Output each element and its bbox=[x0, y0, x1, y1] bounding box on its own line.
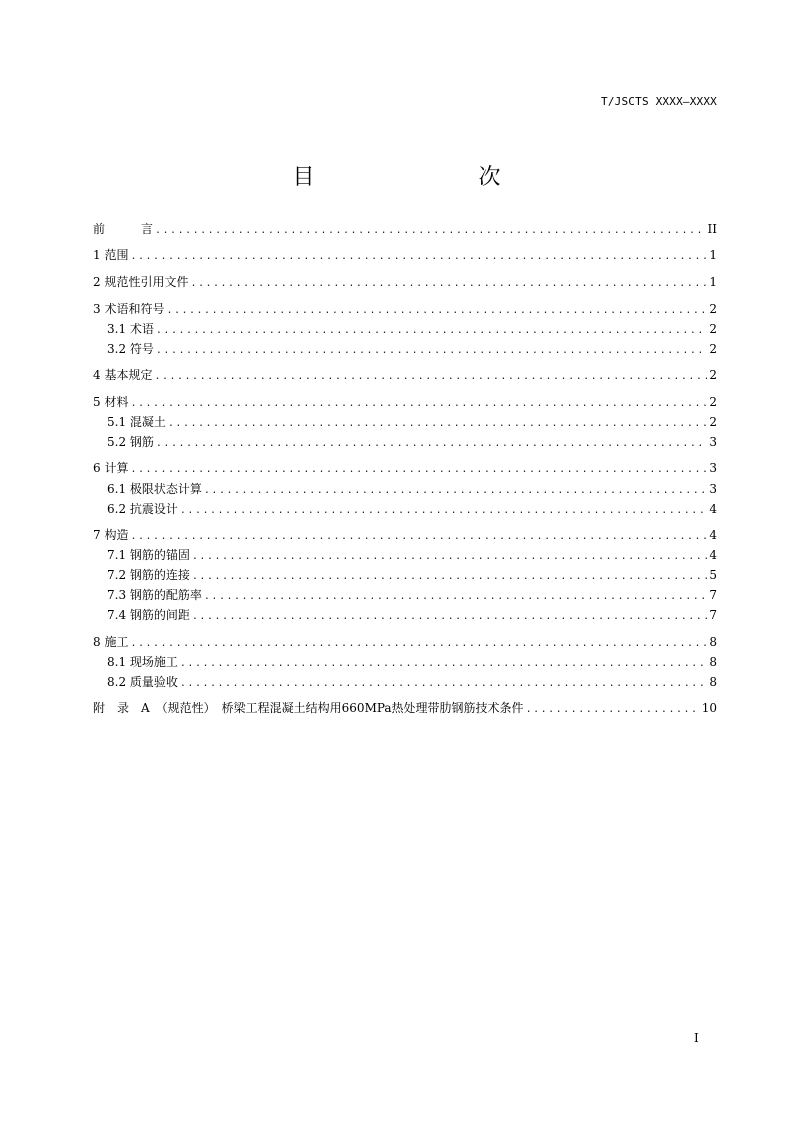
toc-entry-label: 附 录 A （规范性） 桥梁工程混凝土结构用660MPa热处理带肋钢筋技术条件 bbox=[93, 701, 524, 715]
toc-entry-label: 2 规范性引用文件 bbox=[93, 275, 189, 289]
toc-entry-page: 8 bbox=[709, 635, 717, 649]
toc-entry-page: 4 bbox=[709, 528, 717, 542]
dot-leader bbox=[204, 588, 707, 606]
dot-leader bbox=[130, 395, 707, 413]
toc-entry-label: 7.1 钢筋的锚固 bbox=[107, 548, 190, 562]
toc-entry-page: 1 bbox=[709, 275, 717, 289]
toc-entry-label: 3.1 术语 bbox=[107, 322, 154, 336]
dot-leader bbox=[130, 461, 707, 479]
dot-leader bbox=[192, 608, 707, 626]
dot-leader bbox=[180, 502, 707, 520]
dot-leader bbox=[190, 275, 707, 293]
toc-entry-page: 2 bbox=[709, 395, 717, 409]
toc-entry-page: II bbox=[707, 222, 717, 236]
toc-entry-page: 4 bbox=[709, 502, 717, 516]
toc-entry-label: 前 言 bbox=[93, 222, 154, 236]
toc-entry-page: 5 bbox=[709, 568, 717, 582]
dot-leader bbox=[166, 302, 707, 320]
toc-entry-label: 8.2 质量验收 bbox=[107, 675, 178, 689]
document-code: T/JSCTS XXXX—XXXX bbox=[601, 95, 717, 108]
toc-entry-page: 2 bbox=[709, 368, 717, 382]
toc-entry-7-2[interactable] bbox=[107, 566, 717, 584]
toc-entry-8[interactable] bbox=[93, 633, 717, 651]
toc-entry-page: 8 bbox=[709, 675, 717, 689]
toc-entry-2[interactable] bbox=[93, 273, 717, 291]
dot-leader bbox=[130, 635, 707, 653]
toc-entry-7-4[interactable] bbox=[107, 606, 717, 624]
toc-entry-6[interactable] bbox=[93, 459, 717, 477]
dot-leader bbox=[204, 482, 707, 500]
toc-entry-3[interactable] bbox=[93, 300, 717, 318]
toc-entry-label: 5.1 混凝土 bbox=[107, 415, 166, 429]
toc-entry-7[interactable] bbox=[93, 526, 717, 544]
toc-entry-label: 5.2 钢筋 bbox=[107, 435, 154, 449]
dot-leader bbox=[168, 415, 707, 433]
dot-leader bbox=[192, 548, 707, 566]
toc-entry-page: 3 bbox=[709, 482, 717, 496]
toc-entry-6-2[interactable] bbox=[107, 500, 717, 518]
dot-leader bbox=[180, 655, 707, 673]
toc-entry-page: 10 bbox=[701, 701, 717, 715]
dot-leader bbox=[155, 222, 706, 240]
toc-entry-1[interactable] bbox=[93, 246, 717, 264]
toc-entry-3-2[interactable] bbox=[107, 340, 717, 358]
toc-entry-page: 3 bbox=[709, 461, 717, 475]
table-of-contents bbox=[93, 0, 717, 1122]
dot-leader bbox=[526, 701, 700, 719]
toc-entry-label: 7 构造 bbox=[93, 528, 129, 542]
toc-entry-label: 5 材料 bbox=[93, 395, 129, 409]
dot-leader bbox=[156, 322, 707, 340]
toc-entry-label: 7.2 钢筋的连接 bbox=[107, 568, 190, 582]
toc-entry-page: 7 bbox=[709, 608, 717, 622]
dot-leader bbox=[130, 528, 707, 546]
toc-entry-page: 2 bbox=[709, 322, 717, 336]
toc-entry-foreword[interactable] bbox=[93, 220, 717, 238]
dot-leader bbox=[156, 342, 707, 360]
toc-entry-label: 6.2 抗震设计 bbox=[107, 502, 178, 516]
dot-leader bbox=[192, 568, 707, 586]
toc-entry-page: 2 bbox=[709, 415, 717, 429]
toc-entry-7-3[interactable] bbox=[107, 586, 717, 604]
dot-leader bbox=[180, 675, 707, 693]
toc-entry-label: 8.1 现场施工 bbox=[107, 655, 178, 669]
toc-entry-label: 8 施工 bbox=[93, 635, 129, 649]
toc-entry-label: 6.1 极限状态计算 bbox=[107, 482, 202, 496]
toc-entry-page: 8 bbox=[709, 655, 717, 669]
page-number: I bbox=[694, 1031, 699, 1045]
toc-entry-appendix-a[interactable] bbox=[93, 699, 717, 717]
toc-entry-label: 7.4 钢筋的间距 bbox=[107, 608, 190, 622]
toc-entry-5-1[interactable] bbox=[107, 413, 717, 431]
toc-entry-label: 3 术语和符号 bbox=[93, 302, 165, 316]
dot-leader bbox=[156, 435, 707, 453]
toc-entry-8-2[interactable] bbox=[107, 673, 717, 691]
toc-entry-page: 1 bbox=[709, 248, 717, 262]
toc-entry-label: 1 范围 bbox=[93, 248, 129, 262]
page-title: 目 次 bbox=[292, 165, 541, 190]
toc-entry-page: 3 bbox=[709, 435, 717, 449]
toc-entry-label: 6 计算 bbox=[93, 461, 129, 475]
toc-entry-page: 7 bbox=[709, 588, 717, 602]
toc-entry-page: 2 bbox=[709, 302, 717, 316]
toc-entry-page: 2 bbox=[709, 342, 717, 356]
toc-entry-4[interactable] bbox=[93, 366, 717, 384]
toc-entry-page: 4 bbox=[709, 548, 717, 562]
toc-entry-5[interactable] bbox=[93, 393, 717, 411]
toc-entry-label: 3.2 符号 bbox=[107, 342, 154, 356]
toc-entry-6-1[interactable] bbox=[107, 480, 717, 498]
toc-entry-8-1[interactable] bbox=[107, 653, 717, 671]
toc-entry-label: 4 基本规定 bbox=[93, 368, 153, 382]
dot-leader bbox=[154, 368, 707, 386]
toc-entry-5-2[interactable] bbox=[107, 433, 717, 451]
toc-entry-3-1[interactable] bbox=[107, 320, 717, 338]
toc-entry-7-1[interactable] bbox=[107, 546, 717, 564]
toc-entry-label: 7.3 钢筋的配筋率 bbox=[107, 588, 202, 602]
dot-leader bbox=[130, 248, 707, 266]
